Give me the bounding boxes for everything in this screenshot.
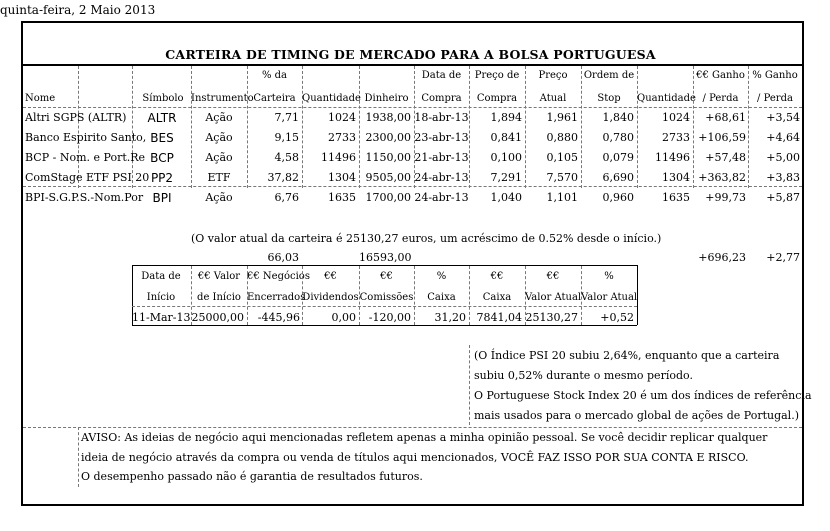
summary-header-caixa-pct: Caixa — [427, 292, 456, 303]
summary-header-negocios: €€ Negócios — [247, 271, 310, 282]
header-quantidade2: Quantidade — [637, 93, 696, 104]
header-preco-atual: Preço — [538, 70, 568, 81]
cell-qtd2: 1635 — [662, 191, 690, 204]
cell-nome: ComStage ETF PSI 20 — [25, 171, 150, 184]
header-preco-compra: Preço de — [474, 70, 520, 81]
summary-header-valor-inicio: de Início — [197, 292, 241, 303]
summary-header-caixa-eur: €€ — [490, 271, 504, 282]
cell-dinheiro: 1938,00 — [365, 111, 411, 124]
psi-note-line2: subiu 0,52% durante o mesmo período. — [474, 369, 693, 382]
cell-stop: 0,079 — [602, 151, 634, 164]
date-line: quinta-feira, 2 Maio 2013 — [0, 3, 156, 17]
cell-dinheiro: 9505,00 — [365, 171, 411, 184]
header-nome: Nome — [25, 93, 56, 104]
grid-line — [581, 66, 582, 188]
cell-pct: 9,15 — [274, 131, 299, 144]
grid-line — [359, 66, 360, 188]
summary-top-border — [132, 265, 637, 266]
cell-ganho: +99,73 — [705, 191, 746, 204]
cell-simbolo: PP2 — [150, 171, 174, 185]
summary-header-caixa-pct: % — [436, 271, 447, 282]
summary-value-caixa-eur: 7841,04 — [476, 311, 522, 324]
cell-qtd: 11496 — [321, 151, 356, 164]
cell-pct: 37,82 — [267, 171, 299, 184]
cell-stop: 0,780 — [602, 131, 634, 144]
cell-simbolo: BPI — [152, 191, 172, 205]
cell-nome: BPI-S.G.P.S.-Nom.Por — [25, 191, 144, 204]
cell-preco-compra: 7,291 — [490, 171, 522, 184]
summary-header-data-inicio: Data de — [141, 271, 181, 282]
total-dinheiro: 16593,00 — [359, 251, 412, 264]
disclaimer-line1: AVISO: As ideias de negócio aqui mencionadas refletem apenas a minha opinião pessoal. Se você decidir replicar qualquer — [81, 431, 768, 444]
grid-line — [78, 66, 79, 188]
cell-preco-compra: 0,841 — [490, 131, 522, 144]
psi-note-line1: (O Índice PSI 20 subiu 2,64%, enquanto que a carteira — [474, 349, 780, 362]
cell-dinheiro: 1150,00 — [365, 151, 411, 164]
cell-instrumento: Ação — [205, 111, 233, 124]
cell-dinheiro: 2300,00 — [365, 131, 411, 144]
cell-qtd: 1304 — [328, 171, 356, 184]
summary-header-caixa-eur: Caixa — [482, 292, 512, 303]
cell-qtd: 2733 — [328, 131, 356, 144]
cell-ganho-pct: +5,00 — [766, 151, 800, 164]
summary-header-negocios: Encerrados — [247, 292, 306, 303]
header-ordem-stop: Ordem de — [583, 70, 635, 81]
cell-ganho: +106,59 — [698, 131, 746, 144]
header-instrumento: Instrumento — [191, 93, 254, 104]
grid-line — [302, 66, 303, 188]
grid-line — [247, 66, 248, 188]
cell-stop: 1,840 — [602, 111, 634, 124]
cell-preco-compra: 0,100 — [490, 151, 522, 164]
total-ganho: +696,23 — [698, 251, 746, 264]
header-preco-compra-2: Compra — [476, 93, 518, 104]
cell-ganho-pct: +4,64 — [766, 131, 800, 144]
cell-preco-atual: 0,105 — [546, 151, 578, 164]
header-dinheiro: Dinheiro — [364, 93, 409, 104]
summary-value-valor-atual: 25130,27 — [525, 311, 578, 324]
grid-line — [637, 66, 638, 188]
portfolio-value-note: (O valor atual da carteira é 25130,27 euros, um acréscimo de 0.52% desde o início.) — [191, 232, 662, 245]
total-pct: 66,03 — [267, 251, 299, 264]
disclaimer-left-border — [78, 427, 79, 487]
summary-value-dividendos: 0,00 — [331, 311, 356, 324]
disclaimer-line2: ideia de negócio através da compra ou venda de títulos aqui mencionados, VOCÊ FAZ ISSO POR SUA CONTA E RISCO. — [81, 451, 749, 464]
cell-preco-atual: 7,570 — [546, 171, 578, 184]
grid-line — [469, 66, 470, 188]
header-preco-atual-2: Atual — [539, 93, 567, 104]
cell-stop: 0,960 — [602, 191, 634, 204]
cell-ganho-pct: +3,83 — [766, 171, 800, 184]
summary-header-divider — [132, 306, 637, 307]
summary-header-comissoes: €€ — [380, 271, 393, 282]
cell-simbolo: BES — [150, 131, 174, 145]
grid-line — [414, 66, 415, 188]
psi-note-line4: mais usados para o mercado global de ações de Portugal.) — [474, 409, 799, 422]
cell-pct: 6,76 — [274, 191, 299, 204]
cell-qtd2: 11496 — [655, 151, 690, 164]
grid-line — [748, 66, 749, 188]
cell-ganho-pct: +3,54 — [766, 111, 800, 124]
cell-simbolo: ALTR — [147, 111, 177, 125]
cell-nome: Banco Espirito Santo, — [25, 131, 147, 144]
cell-preco-compra: 1,040 — [490, 191, 522, 204]
psi-box-left — [469, 345, 470, 425]
summary-bottom-border — [132, 325, 637, 326]
header-quantidade: Quantidade — [302, 93, 361, 104]
cell-data: 24-abr-13 — [414, 171, 469, 184]
rows-divider — [23, 186, 802, 187]
cell-pct: 7,71 — [274, 111, 299, 124]
portfolio-sheet — [21, 21, 812, 506]
cell-ganho: +363,82 — [698, 171, 746, 184]
cell-data: 24-abr-13 — [414, 191, 469, 204]
summary-header-valor-atual-pct: Valor Atual — [581, 292, 638, 303]
cell-nome: Altri SGPS (ALTR) — [25, 111, 127, 124]
summary-header-data-inicio: Início — [146, 292, 176, 303]
cell-ganho: +68,61 — [705, 111, 746, 124]
grid-line — [693, 66, 694, 188]
summary-right-border — [637, 265, 638, 325]
cell-instrumento: Ação — [205, 191, 233, 204]
cell-data: 18-abr-13 — [414, 111, 469, 124]
cell-dinheiro: 1700,00 — [365, 191, 411, 204]
summary-header-comissoes: Comissões — [359, 292, 414, 303]
summary-value-data-inicio: 11-Mar-13 — [132, 311, 191, 324]
summary-header-valor-atual-pct: % — [604, 271, 614, 282]
summary-value-valor-atual-pct: +0,52 — [600, 311, 634, 324]
title-divider — [23, 64, 802, 66]
cell-stop: 6,690 — [602, 171, 634, 184]
cell-data: 21-abr-13 — [414, 151, 469, 164]
header-pct-carteira-2: Carteira — [253, 93, 296, 104]
cell-instrumento: ETF — [207, 171, 231, 184]
grid-line — [525, 66, 526, 188]
header-data-compra: Data de — [421, 70, 462, 81]
header-divider — [23, 107, 802, 108]
header-simbolo: Símbolo — [142, 93, 184, 104]
header-ganho-pct-2: / Perda — [757, 93, 793, 104]
cell-preco-atual: 1,961 — [546, 111, 578, 124]
cell-qtd2: 2733 — [662, 131, 690, 144]
cell-preco-compra: 1,894 — [490, 111, 522, 124]
sheet-title: CARTEIRA DE TIMING DE MERCADO PARA A BOLSA PORTUGUESA — [165, 47, 656, 62]
cell-qtd: 1635 — [328, 191, 356, 204]
cell-data: 23-abr-13 — [414, 131, 469, 144]
disclaimer-divider — [23, 427, 802, 428]
summary-header-valor-atual: €€ — [546, 271, 560, 282]
cell-nome: BCP - Nom. e Port.Re — [25, 151, 146, 164]
cell-preco-atual: 1,101 — [546, 191, 578, 204]
cell-instrumento: Ação — [205, 151, 233, 164]
summary-value-negocios: -445,96 — [257, 311, 300, 324]
summary-value-comissoes: -120,00 — [368, 311, 411, 324]
cell-qtd2: 1024 — [662, 111, 690, 124]
cell-instrumento: Ação — [205, 131, 233, 144]
cell-ganho: +57,48 — [705, 151, 746, 164]
disclaimer-line3: O desempenho passado não é garantia de resultados futuros. — [81, 470, 423, 483]
grid-line — [191, 66, 192, 188]
header-pct-carteira: % da — [261, 70, 288, 81]
cell-simbolo: BCP — [150, 151, 174, 165]
header-ganho-eur: €€ Ganho — [696, 70, 745, 81]
summary-header-valor-inicio: €€ Valor — [197, 271, 241, 282]
header-data-compra-2: Compra — [421, 93, 462, 104]
cell-qtd2: 1304 — [662, 171, 690, 184]
header-ganho-eur-2: / Perda — [702, 93, 739, 104]
cell-pct: 4,58 — [274, 151, 299, 164]
summary-value-valor-inicio: 25000,00 — [191, 311, 244, 324]
cell-qtd: 1024 — [328, 111, 356, 124]
total-ganho-pct: +2,77 — [766, 251, 800, 264]
header-ganho-pct: % Ganho — [752, 70, 798, 81]
header-ordem-stop-2: Stop — [597, 93, 621, 104]
cell-ganho-pct: +5,87 — [766, 191, 800, 204]
grid-line — [132, 66, 133, 188]
cell-preco-atual: 0,880 — [546, 131, 578, 144]
summary-value-caixa-pct: 31,20 — [434, 311, 466, 324]
psi-note-line3: O Portuguese Stock Index 20 é um dos índices de referência — [474, 389, 812, 402]
summary-header-dividendos: Dividendos — [302, 292, 359, 303]
summary-header-dividendos: €€ — [324, 271, 337, 282]
summary-header-valor-atual: Valor Atual — [525, 292, 582, 303]
